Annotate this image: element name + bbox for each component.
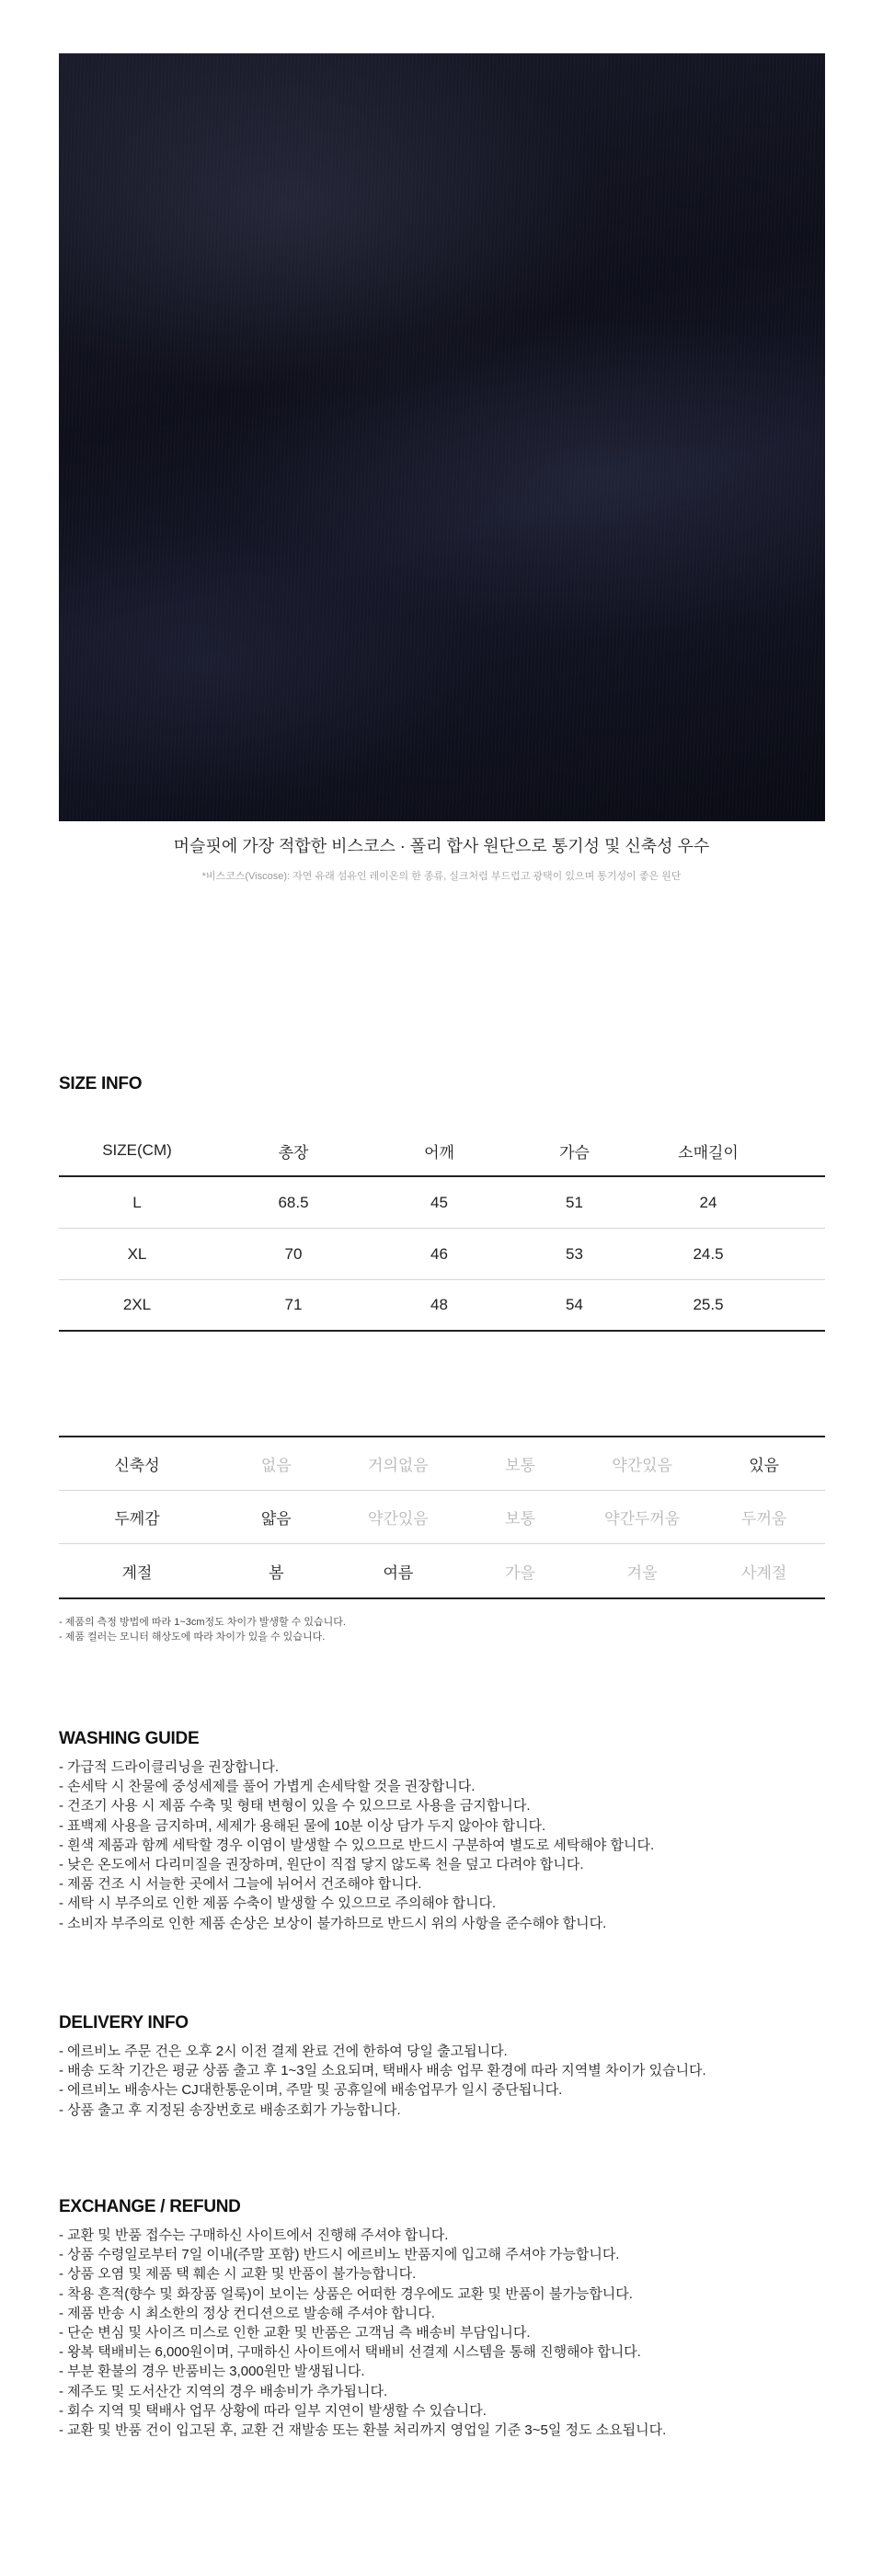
attr-option: 여름 bbox=[383, 1563, 414, 1582]
size-cell: 46 bbox=[430, 1244, 448, 1263]
delivery-info-list bbox=[59, 2042, 706, 2120]
size-cell: 68.5 bbox=[278, 1193, 309, 1211]
attr-option: 약간두꺼움 bbox=[604, 1510, 681, 1528]
attr-row-season bbox=[59, 1544, 825, 1597]
list-item: - 교환 및 반품 건이 입고된 후, 교환 건 재발송 또는 환불 처리까지 영업일 기준 3~5일 정도 소요됩니다. bbox=[59, 2422, 667, 2439]
list-item: - 상품 오염 및 제품 택 훼손 시 교환 및 반품이 불가능합니다. bbox=[59, 2266, 417, 2283]
list-item: - 가급적 드라이클리닝을 권장합니다. bbox=[59, 1759, 280, 1775]
list-item: - 상품 출고 후 지정된 송장번호로 배송조회가 가능합니다. bbox=[59, 2101, 401, 2118]
attr-option: 약간있음 bbox=[612, 1457, 672, 1474]
fabric-note: *비스코스(Viscose): 자연 유래 섬유인 레이온의 한 종류, 실크처럼 부드럽고 광택이 있으며 통기성이 좋은 원단 bbox=[201, 871, 682, 882]
size-cell: 2XL bbox=[122, 1296, 152, 1313]
attr-option: 없음 bbox=[260, 1457, 292, 1474]
size-cell: XL bbox=[127, 1244, 147, 1263]
list-item: - 상품 수령일로부터 7일 이내(주말 포함) 반드시 에르비노 반품지에 입고해 주셔야 가능합니다. bbox=[59, 2247, 620, 2263]
list-item: - 에르비노 배송사는 CJ대한통운이며, 주말 및 공휴일에 배송업무가 일시 중단됩니다. bbox=[59, 2082, 563, 2099]
attr-option: 약간있음 bbox=[368, 1510, 429, 1528]
attr-label: 신축성 bbox=[114, 1457, 160, 1474]
list-item: - 부분 환불의 경우 반품비는 3,000원만 발생됩니다. bbox=[59, 2364, 365, 2380]
list-item: - 배송 도착 기간은 평균 상품 출고 후 1~3일 소요되며, 택배사 배송 업무 환경에 따라 지역별 차이가 있습니다. bbox=[59, 2063, 706, 2079]
size-notes bbox=[59, 1615, 346, 1644]
note-line: - 제품의 측정 방법에 따라 1~3cm정도 차이가 발생할 수 있습니다. bbox=[59, 1617, 346, 1628]
note-line: - 제품 컬러는 모니터 해상도에 따라 차이가 있을 수 있습니다. bbox=[59, 1631, 326, 1643]
exchange-refund-list bbox=[59, 2226, 666, 2440]
attr-option: 겨울 bbox=[626, 1563, 658, 1582]
attr-label: 두께감 bbox=[114, 1510, 160, 1528]
size-row-xl bbox=[59, 1229, 825, 1280]
list-item: - 건조기 사용 시 제품 수축 및 형태 변형이 있을 수 있으므로 사용을 금지합니다. bbox=[59, 1798, 531, 1815]
list-item: - 세탁 시 부주의로 인한 제품 수축이 발생할 수 있으므로 주의해야 합니다. bbox=[59, 1895, 497, 1912]
list-item: - 착용 흔적(향수 및 화장품 얼룩)이 보이는 상품은 어떠한 경우에도 교환 및 반품이 불가능합니다. bbox=[59, 2285, 633, 2302]
list-item: - 회수 지역 및 택배사 업무 상황에 따라 일부 지연이 발생할 수 있습니다. bbox=[59, 2402, 487, 2419]
attr-option: 보통 bbox=[505, 1457, 535, 1474]
size-cell: 48 bbox=[430, 1296, 448, 1313]
washing-guide-title: WASHING GUIDE bbox=[59, 1729, 200, 1748]
size-cell: 24 bbox=[699, 1193, 717, 1211]
size-header-cell: 어깨 bbox=[424, 1143, 454, 1162]
list-item: - 흰색 제품과 함께 세탁할 경우 이염이 발생할 수 있으므로 반드시 구분하여 별도로 세탁해야 합니다. bbox=[59, 1837, 655, 1853]
size-cell: 54 bbox=[566, 1296, 583, 1313]
size-header-cell: SIZE(CM) bbox=[102, 1141, 172, 1159]
list-item: - 에르비노 주문 건은 오후 2시 이전 결제 완료 건에 한하여 당일 출고됩니다. bbox=[59, 2044, 508, 2059]
size-cell: 53 bbox=[566, 1244, 583, 1263]
list-item: - 제품 반송 시 최소한의 정상 컨디션으로 발송해 주셔야 합니다. bbox=[59, 2305, 435, 2321]
size-cell: 45 bbox=[430, 1193, 448, 1211]
size-cell: 51 bbox=[566, 1193, 583, 1211]
attr-option: 두꺼움 bbox=[741, 1510, 787, 1528]
size-cell: 24.5 bbox=[693, 1244, 724, 1263]
size-cell: 71 bbox=[284, 1296, 303, 1313]
list-item: - 낮은 온도에서 다리미질을 권장하며, 원단이 직접 닿지 않도록 천을 덮고 다려야 합니다. bbox=[59, 1857, 584, 1873]
washing-guide-list bbox=[59, 1757, 654, 1933]
delivery-info-title: DELIVERY INFO bbox=[59, 2013, 189, 2032]
size-header-cell: 소매길이 bbox=[678, 1143, 739, 1162]
list-item: - 왕복 택배비는 6,000원이며, 구매하신 사이트에서 택배비 선결제 시스템을 통해 진행해야 합니다. bbox=[59, 2344, 641, 2361]
list-item: - 손세탁 시 찬물에 중성세제를 풀어 가볍게 손세탁할 것을 권장합니다. bbox=[59, 1779, 476, 1795]
size-table-header bbox=[59, 1126, 825, 1177]
size-row-l bbox=[59, 1177, 825, 1229]
exchange-refund-title: EXCHANGE / REFUND bbox=[59, 2197, 241, 2216]
size-row-2xl bbox=[59, 1280, 825, 1332]
attr-option: 있음 bbox=[749, 1457, 780, 1474]
size-header-cell: 총장 bbox=[278, 1143, 309, 1162]
attribute-table bbox=[59, 1436, 825, 1599]
list-item: - 제주도 및 도서산간 지역의 경우 배송비가 추가됩니다. bbox=[59, 2383, 388, 2399]
size-cell: 70 bbox=[284, 1244, 303, 1263]
list-item: - 제품 건조 시 서늘한 곳에서 그늘에 뉘어서 건조해야 합니다. bbox=[59, 1876, 422, 1893]
list-item: - 표백제 사용을 금지하며, 세제가 용해된 물에 10분 이상 담가 두지 않아야 합니다. bbox=[59, 1817, 546, 1834]
attr-option: 사계절 bbox=[741, 1563, 787, 1582]
fabric-closeup-image bbox=[59, 53, 825, 821]
attr-row-stretch bbox=[59, 1437, 825, 1491]
list-item: - 소비자 부주의로 인한 제품 손상은 보상이 불가하므로 반드시 위의 사항을 준수해야 합니다. bbox=[59, 1915, 607, 1931]
size-info-title: SIZE INFO bbox=[59, 1074, 143, 1093]
attr-option: 보통 bbox=[505, 1510, 535, 1528]
attr-option: 얇음 bbox=[260, 1510, 292, 1528]
size-cell: L bbox=[132, 1193, 142, 1211]
size-cell: 25.5 bbox=[693, 1296, 724, 1313]
list-item: - 교환 및 반품 접수는 구매하신 사이트에서 진행해 주셔야 합니다. bbox=[59, 2227, 449, 2243]
attr-label: 계절 bbox=[121, 1563, 153, 1582]
attr-row-thickness bbox=[59, 1491, 825, 1544]
size-table bbox=[59, 1126, 825, 1332]
list-item: - 단순 변심 및 사이즈 미스로 인한 교환 및 반품은 고객님 측 배송비 부담입니다. bbox=[59, 2325, 531, 2341]
size-header-cell: 가슴 bbox=[559, 1143, 590, 1162]
attr-option: 가을 bbox=[505, 1563, 535, 1582]
attr-option: 봄 bbox=[269, 1563, 284, 1582]
fabric-caption: 머슬핏에 가장 적합한 비스코스 · 폴리 합사 원단으로 통기성 및 신축성 우수 bbox=[173, 837, 710, 855]
attr-option: 거의없음 bbox=[368, 1457, 429, 1474]
